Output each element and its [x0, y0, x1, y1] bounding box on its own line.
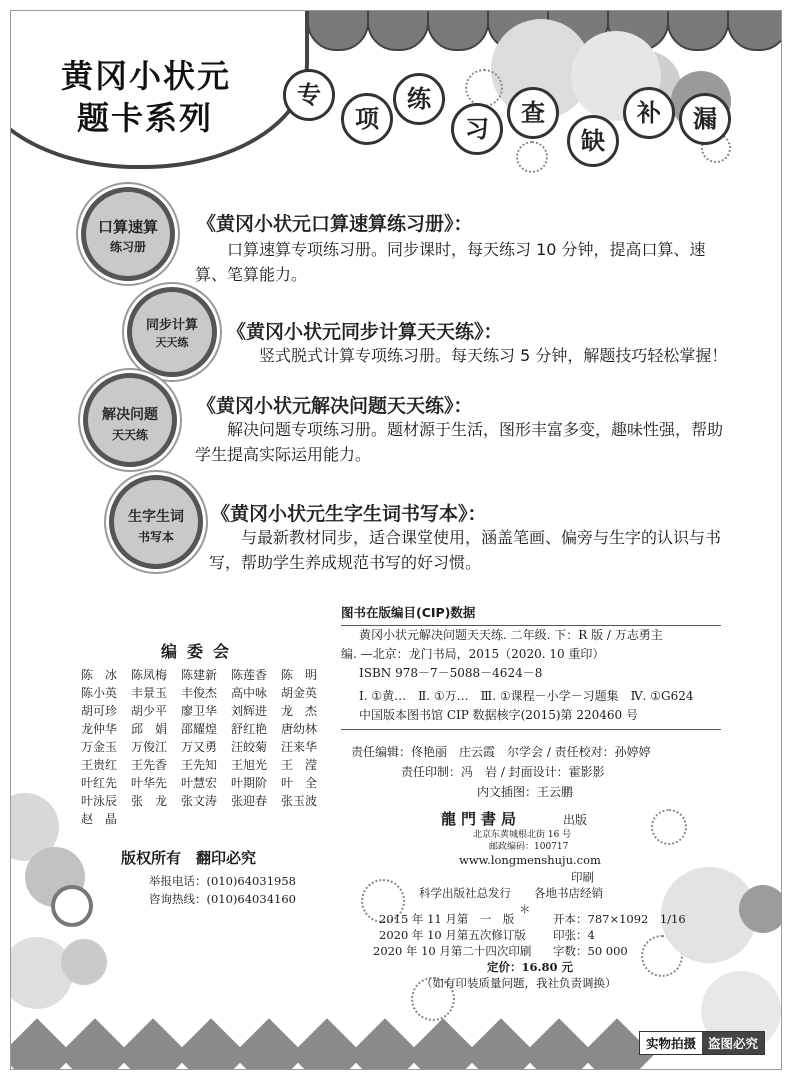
cip-data-block	[341, 603, 721, 730]
book-cover-thumbnail	[83, 373, 177, 467]
tag-circle: 补	[623, 87, 675, 139]
dotted-circle	[465, 69, 503, 107]
decorative-circle	[51, 885, 93, 927]
tag-circle: 专	[283, 69, 335, 121]
thumb-subtitle: 天天练	[111, 428, 148, 442]
committee-member: 陈莲香	[231, 668, 268, 682]
committee-member: 叶 全	[281, 776, 318, 790]
tag-circle: 漏	[679, 93, 731, 145]
committee-member: 王先知	[181, 758, 218, 772]
committee-member: 王 滢	[281, 758, 318, 772]
credit-editor: 责任编辑：佟艳丽 庄云霞 尔学会 / 责任校对：孙婷婷	[351, 745, 651, 759]
thumb-subtitle: 练习册	[109, 240, 146, 254]
committee-member: 张迎春	[231, 794, 268, 808]
stamp-right: 盗图必究	[702, 1032, 764, 1054]
committee-member: 万金玉	[81, 740, 118, 754]
cip-header: 图书在版编目(CIP)数据	[341, 605, 476, 620]
tag-circle: 缺	[567, 115, 619, 167]
first-edition-date: 2015 年 11 月第 一 版	[379, 912, 515, 926]
committee-member: 丰俊杰	[181, 686, 218, 700]
committee-member: 高中咏	[231, 686, 268, 700]
credit-printing: 责任印制：冯 岩 / 封面设计：霍影影	[401, 765, 605, 779]
committee-member: 万俊江	[131, 740, 168, 754]
cip-line: 编. —北京：龙门书局，2015（2020. 10 重印）	[341, 647, 605, 661]
committee-member: 陈凤梅	[131, 668, 168, 682]
publisher-edition-label: 出版	[563, 813, 588, 827]
decorative-circle	[61, 939, 107, 985]
thumb-title: 解决问题	[102, 407, 158, 423]
committee-member: 廖卫华	[181, 704, 218, 718]
printing-label: 印刷	[571, 870, 594, 884]
committee-member: 叶华先	[131, 776, 168, 790]
book-cover-thumbnail	[81, 187, 175, 281]
committee-member: 陈小英	[81, 686, 118, 700]
book-description: 竖式脱式计算专项练习册。每天练习 5 分钟，解题技巧轻松掌握！	[259, 346, 728, 365]
book-title: 《黄冈小状元解决问题天天练》：	[197, 395, 473, 417]
committee-member: 王旭光	[231, 758, 268, 772]
page	[10, 10, 782, 1070]
cip-line: 黄冈小状元解决问题天天练. 二年级. 下：R 版 / 万志勇主	[359, 628, 663, 642]
price: 定价：16.80 元	[487, 960, 574, 974]
book-cover-thumbnail	[109, 475, 203, 569]
dotted-circle	[651, 809, 687, 845]
asterisk-separator: ＊	[519, 902, 531, 916]
committee-member: 王先香	[131, 758, 168, 772]
hotline-phone: 咨询热线：(010)64034160	[149, 892, 296, 906]
publisher-logo: 龍門書局	[441, 810, 522, 828]
scallop-decoration	[727, 10, 782, 51]
decorative-circle	[739, 885, 782, 933]
committee-member: 万又勇	[181, 740, 218, 754]
committee-member: 陈建新	[181, 668, 218, 682]
committee-member: 赵 晶	[81, 812, 118, 826]
thumb-subtitle: 书写本	[137, 530, 174, 544]
dotted-circle	[516, 141, 548, 173]
quality-note: （如有印装质量问题，我社负责调换）	[421, 976, 617, 990]
committee-member: 胡金英	[281, 686, 318, 700]
credit-illustration: 内文插图：王云鹏	[477, 785, 574, 799]
committee-member: 陈 明	[281, 668, 318, 682]
cip-divider	[341, 729, 721, 730]
committee-member: 王贵红	[81, 758, 118, 772]
committee-names	[81, 667, 331, 827]
scallop-decoration	[367, 10, 429, 51]
book-description: 与最新教材同步，适合课堂使用，涵盖笔画、偏旁与生字的认识与书写，帮助学生养成规范书写的好习惯。	[209, 528, 722, 572]
committee-member: 汪来华	[281, 740, 318, 754]
committee-title: 编委会	[161, 642, 240, 661]
printing-date: 2020 年 10 月第二十四次印刷	[373, 944, 532, 958]
series-title-line1: 黄冈小状元	[61, 57, 232, 95]
committee-member: 邵耀煌	[181, 722, 218, 736]
committee-member: 邱 娟	[131, 722, 168, 736]
committee-member: 胡可珍	[81, 704, 118, 718]
thumb-subtitle: 天天练	[155, 336, 189, 349]
book-title: 《黄冈小状元口算速算练习册》：	[197, 213, 473, 235]
book-title: 《黄冈小状元同步计算天天练》：	[227, 321, 503, 343]
tag-circle: 习	[451, 103, 503, 155]
committee-member: 张 龙	[131, 794, 168, 808]
publisher-address: 北京东黄城根北街 16 号	[473, 830, 572, 840]
thumb-title: 同步计算	[145, 318, 198, 333]
distribution-line: 科学出版社总发行 各地书店经销	[419, 886, 603, 900]
book-cover-thumbnail	[127, 287, 217, 377]
cip-isbn: ISBN 978－7－5088－4624－8	[359, 666, 543, 680]
committee-member: 丰景玉	[131, 686, 168, 700]
committee-member: 龙仲华	[81, 722, 118, 736]
stamp-left: 实物拍摄	[640, 1032, 702, 1054]
copyright-notice: 版权所有 翻印必究	[121, 849, 257, 867]
committee-member: 陈 冰	[81, 668, 118, 682]
committee-member: 舒红艳	[231, 722, 268, 736]
publisher-postcode: 邮政编码：100717	[489, 842, 569, 852]
word-count: 字数：50 000	[553, 944, 628, 958]
committee-member: 张文涛	[181, 794, 218, 808]
committee-member: 胡少平	[131, 704, 168, 718]
committee-member: 叶泳辰	[81, 794, 118, 808]
scallop-decoration	[307, 10, 369, 51]
watermark-stamp	[639, 1031, 765, 1055]
committee-member: 刘辉进	[231, 704, 268, 718]
tag-circle: 项	[341, 93, 393, 145]
tag-circle: 练	[393, 73, 445, 125]
committee-member: 唐幼林	[281, 722, 318, 736]
book-description: 解决问题专项练习册。题材源于生活，图形丰富多变，趣味性强，帮助学生提高实际运用能力。	[195, 420, 724, 464]
committee-member: 叶红先	[81, 776, 118, 790]
committee-member: 张玉波	[281, 794, 318, 808]
thumb-title: 生字生词	[128, 509, 184, 525]
scallop-decoration	[427, 10, 489, 51]
cip-record-number: 中国版本图书馆 CIP 数据核字(2015)第 220460 号	[359, 708, 638, 722]
revised-edition-date: 2020 年 10 月第五次修订版	[379, 928, 526, 942]
committee-member: 叶慧宏	[181, 776, 218, 790]
series-title-line2: 题卡系列	[77, 99, 214, 137]
book-description: 口算速算专项练习册。同步课时，每天练习 10 分钟，提高口算、速算、笔算能力。	[195, 240, 706, 284]
publisher-website: www.longmenshuju.com	[459, 853, 601, 867]
book-title: 《黄冈小状元生字生词书写本》：	[211, 503, 487, 525]
cip-classification: Ⅰ. ①黄… Ⅱ. ①万… Ⅲ. ①课程－小学－习题集 Ⅳ. ①G624	[359, 689, 694, 703]
thumb-title: 口算速算	[97, 218, 158, 236]
scallop-decoration	[667, 10, 729, 51]
format-size: 开本：787×1092 1/16	[553, 912, 686, 926]
committee-member: 汪皎菊	[231, 740, 268, 754]
printed-sheets: 印张：4	[553, 928, 595, 942]
tag-circle: 查	[507, 87, 559, 139]
report-phone: 举报电话：(010)64031958	[149, 874, 296, 888]
committee-member: 龙 杰	[281, 704, 318, 718]
committee-member: 叶期阶	[231, 776, 268, 790]
